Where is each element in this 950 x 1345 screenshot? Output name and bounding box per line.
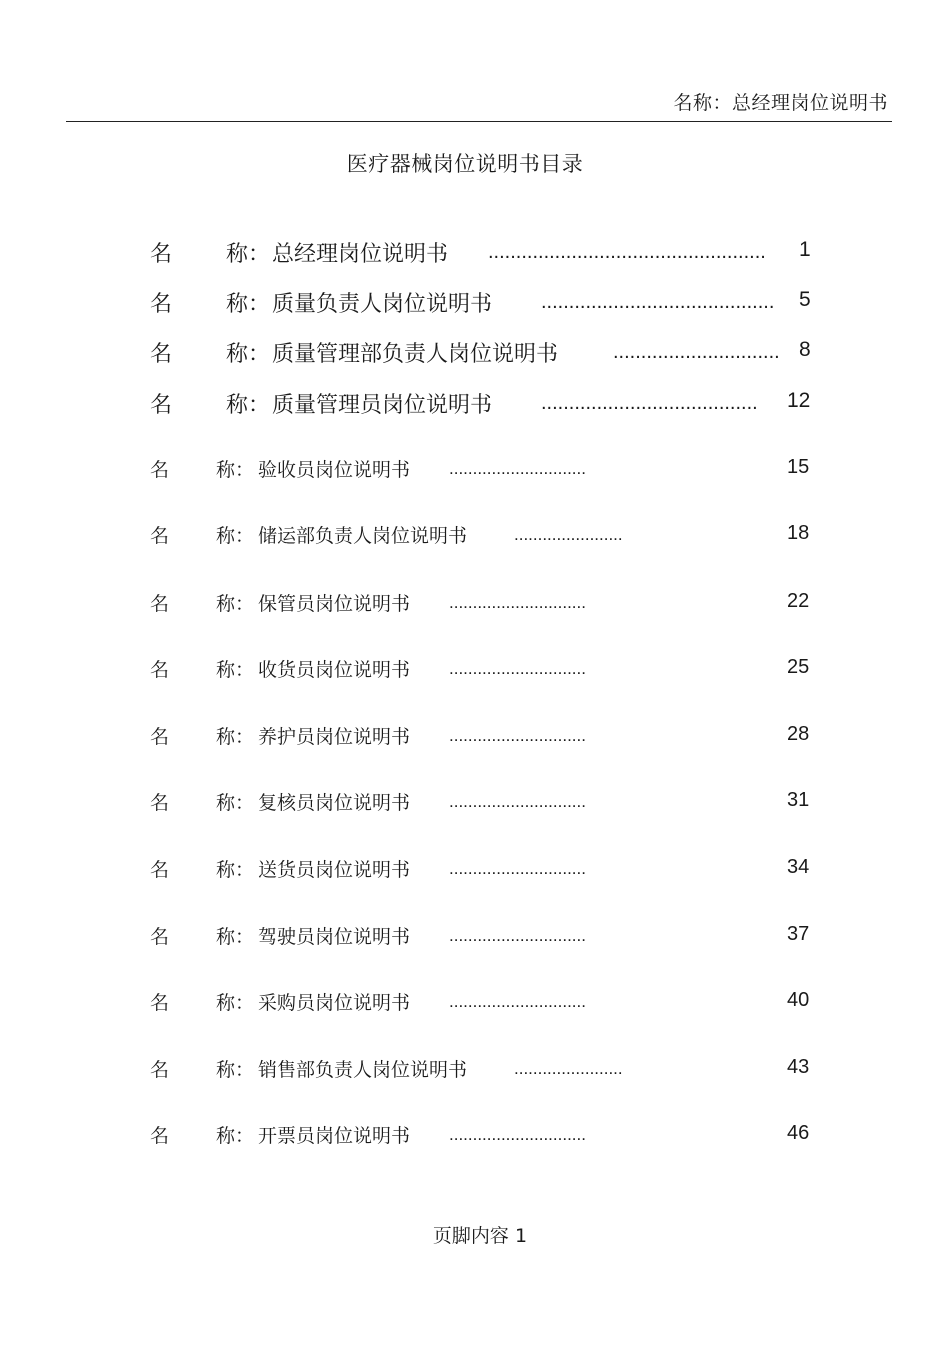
toc-entry-title: 驾驶员岗位说明书 [258, 926, 411, 948]
toc-label-b: 称： [226, 242, 271, 267]
toc-leader-dots: ............................. [449, 1125, 586, 1144]
toc-entry-title: 质量管理员岗位说明书 [272, 393, 493, 418]
toc-label-b: 称： [216, 926, 255, 948]
toc-leader-dots: ............................. [449, 726, 586, 745]
toc-entry-title: 保管员岗位说明书 [258, 593, 411, 615]
toc-page-number: 46 [787, 1122, 810, 1144]
toc-label-b: 称： [216, 659, 255, 681]
toc-leader-dots: ............................. [449, 859, 586, 878]
toc-entry-title: 总经理岗位说明书 [272, 242, 449, 267]
toc-leader-dots: ............................. [449, 992, 586, 1011]
page-footer: 页脚内容 1 [432, 1225, 528, 1247]
toc-label-a: 名 [150, 593, 170, 615]
toc-label-a: 名 [150, 459, 170, 481]
toc-label-a: 名 [150, 726, 170, 748]
toc-leader-dots: .............................. [613, 341, 780, 363]
toc-label-b: 称： [216, 459, 255, 481]
toc-page-number: 40 [787, 989, 810, 1011]
toc-leader-dots: .......................................... [541, 291, 775, 313]
toc-entry-title: 验收员岗位说明书 [258, 459, 411, 481]
toc-leader-dots: ....................................... [541, 392, 758, 414]
toc-leader-dots: ............................. [449, 459, 586, 478]
toc-label-a: 名 [150, 992, 170, 1014]
toc-page-number: 34 [787, 856, 810, 878]
toc-label-b: 称： [226, 393, 271, 418]
toc-page-number: 5 [799, 288, 811, 311]
toc-page-number: 8 [799, 338, 811, 361]
header-divider [66, 121, 892, 122]
toc-label-a: 名 [150, 1059, 170, 1081]
toc-leader-dots: ....................... [514, 1059, 623, 1078]
toc-label-a: 名 [150, 1125, 170, 1147]
toc-entry-title: 养护员岗位说明书 [258, 726, 411, 748]
toc-label-a: 名 [150, 342, 173, 367]
toc-page-number: 22 [787, 590, 810, 612]
toc-label-a: 名 [150, 859, 170, 881]
toc-label-a: 名 [150, 525, 170, 547]
toc-label-b: 称： [226, 292, 271, 317]
toc-entry-title: 复核员岗位说明书 [258, 792, 411, 814]
toc-leader-dots: ............................. [449, 593, 586, 612]
toc-leader-dots: ............................. [449, 659, 586, 678]
toc-label-a: 名 [150, 659, 170, 681]
toc-page-number: 12 [787, 389, 811, 412]
toc-page-number: 31 [787, 789, 810, 811]
toc-label-a: 名 [150, 926, 170, 948]
toc-label-b: 称： [216, 792, 255, 814]
toc-label-b: 称： [226, 342, 271, 367]
toc-leader-dots: ....................... [514, 525, 623, 544]
toc-page-number: 28 [787, 723, 810, 745]
toc-leader-dots: ............................. [449, 792, 586, 811]
toc-label-a: 名 [150, 393, 173, 418]
toc-label-b: 称： [216, 525, 255, 547]
toc-page-number: 37 [787, 923, 810, 945]
toc-entry-title: 质量管理部负责人岗位说明书 [272, 342, 559, 367]
toc-entry-title: 质量负责人岗位说明书 [272, 292, 493, 317]
toc-label-b: 称： [216, 992, 255, 1014]
toc-label-a: 名 [150, 242, 173, 267]
running-header: 名称：总经理岗位说明书 [673, 92, 888, 114]
toc-page-number: 25 [787, 656, 810, 678]
toc-label-b: 称： [216, 726, 255, 748]
toc-leader-dots: ............................. [449, 926, 586, 945]
page-title: 医疗器械岗位说明书目录 [346, 152, 584, 176]
toc-label-b: 称： [216, 1125, 255, 1147]
toc-entry-title: 收货员岗位说明书 [258, 659, 411, 681]
toc-label-a: 名 [150, 292, 173, 317]
toc-label-b: 称： [216, 859, 255, 881]
toc-entry-title: 送货员岗位说明书 [258, 859, 411, 881]
toc-entry-title: 采购员岗位说明书 [258, 992, 411, 1014]
toc-entry-title: 销售部负责人岗位说明书 [258, 1059, 468, 1081]
toc-entry-title: 储运部负责人岗位说明书 [258, 525, 468, 547]
toc-page-number: 18 [787, 522, 810, 544]
toc-label-a: 名 [150, 792, 170, 814]
toc-page-number: 15 [787, 456, 810, 478]
toc-page-number: 43 [787, 1056, 810, 1078]
toc-label-b: 称： [216, 593, 255, 615]
toc-page-number: 1 [799, 238, 811, 261]
toc-entry-title: 开票员岗位说明书 [258, 1125, 411, 1147]
toc-label-b: 称： [216, 1059, 255, 1081]
toc-leader-dots: .................................................. [488, 241, 766, 263]
